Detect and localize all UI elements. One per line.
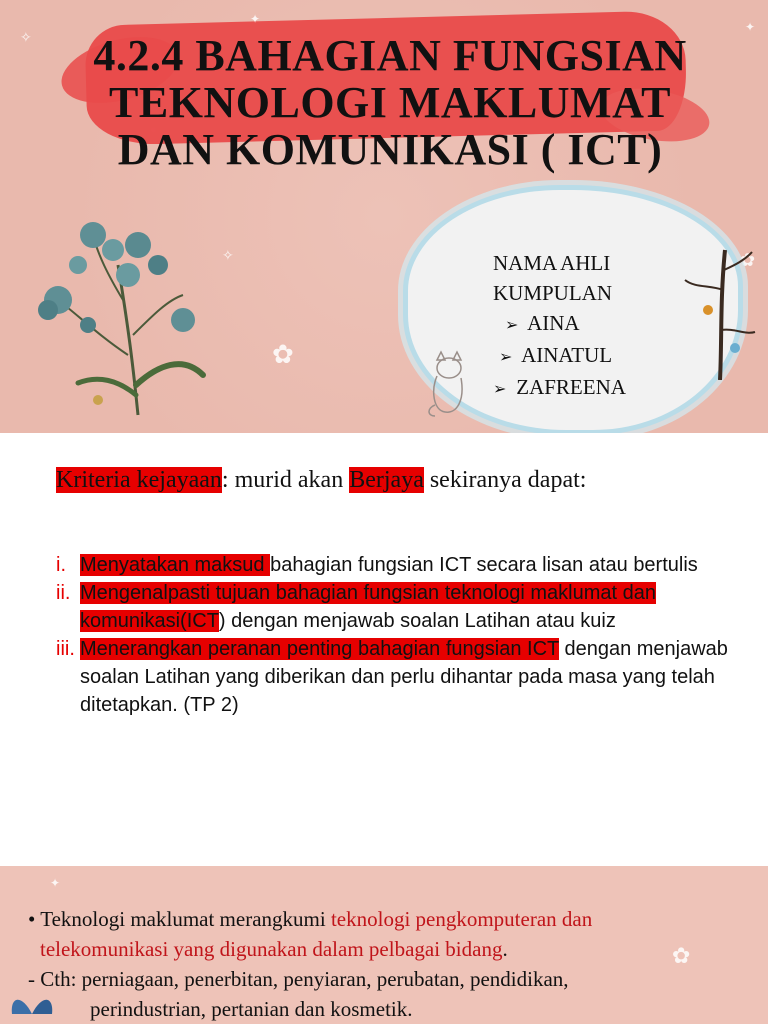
definition-text-part: . <box>502 937 508 961</box>
criteria-text: : murid akan <box>221 467 350 493</box>
definition-line <box>28 934 748 964</box>
list-highlight: Menyatakan maksud <box>80 554 271 576</box>
arrow-bullet-icon: ➢ <box>499 347 513 366</box>
sparkle-icon: ✦ <box>250 12 261 26</box>
flower-outline-icon: ✿ <box>272 340 294 370</box>
example-line: - Cth: perniagaan, penerbitan, penyiaran, perubatan, pendidikan, <box>28 967 569 991</box>
definition-highlight: teknologi pengkomputeran dan <box>330 907 593 931</box>
list-text: dengan menjawab soalan Latihan yang diberikan dan perlu dihantar pada masa yang telah ditetapkan. (TP 2) <box>80 638 728 716</box>
definition-text-part: • Teknologi maklumat merangkumi <box>28 907 331 931</box>
definition-text <box>28 904 748 1024</box>
list-highlight: Menerangkan peranan penting bahagian fungsian ICT <box>80 638 559 660</box>
arrow-bullet-icon: ➢ <box>493 379 507 398</box>
criteria-highlight: Berjaya <box>349 467 424 493</box>
list-number: i. <box>56 554 66 576</box>
definition-line <box>28 904 748 934</box>
title-slide <box>0 0 768 433</box>
title-line: TEKNOLOGI MAKLUMAT <box>109 78 671 127</box>
members-heading: KUMPULAN <box>493 281 613 305</box>
member-item <box>493 372 626 404</box>
list-item <box>56 579 756 635</box>
member-item <box>493 308 626 340</box>
definition-highlight: telekomunikasi yang digunakan dalam pelbagai bidang <box>40 937 503 961</box>
blue-flower-plant-icon <box>18 205 218 420</box>
success-criteria-heading <box>56 467 586 494</box>
criteria-slide <box>0 433 768 865</box>
list-item <box>56 635 756 719</box>
members-heading: NAMA AHLI <box>493 251 611 275</box>
definition-slide <box>0 866 768 1024</box>
flower-outline-icon: ✿ <box>672 944 691 969</box>
sparkle-icon: ✧ <box>222 248 234 264</box>
group-members <box>493 248 626 404</box>
member-item <box>493 340 626 372</box>
list-text: ) dengan menjawab soalan Latihan atau kuiz <box>218 610 616 632</box>
member-name: AINATUL <box>521 343 613 367</box>
cat-outline-icon <box>425 350 475 420</box>
list-item <box>56 551 756 579</box>
sparkle-icon: ✧ <box>20 30 32 46</box>
title-line: 4.2.4 BAHAGIAN FUNGSIAN <box>93 31 687 80</box>
flower-outline-icon: ✿ <box>740 250 756 271</box>
criteria-list <box>56 551 756 719</box>
slide-title <box>60 32 720 173</box>
criteria-text: sekiranya dapat: <box>423 467 587 493</box>
member-name: AINA <box>527 311 580 335</box>
criteria-label: Kriteria kejayaan <box>56 467 222 493</box>
member-name: ZAFREENA <box>516 375 626 399</box>
example-line: perindustrian, pertanian dan kosmetik. <box>90 997 413 1021</box>
title-line: DAN KOMUNIKASI ( ICT) <box>117 125 663 174</box>
sparkle-icon: ✦ <box>50 876 61 890</box>
butterfly-icon <box>8 994 56 1024</box>
list-highlight: Mengenalpasti tujuan bahagian fungsian teknologi maklumat dan komunikasi(ICT <box>80 582 656 632</box>
list-number: iii. <box>56 638 75 660</box>
sparkle-icon: ✦ <box>745 20 756 34</box>
list-text: bahagian fungsian ICT secara lisan atau bertulis <box>270 554 698 576</box>
list-number: ii. <box>56 582 71 604</box>
tree-branch-icon <box>680 240 760 380</box>
arrow-bullet-icon: ➢ <box>505 315 519 334</box>
